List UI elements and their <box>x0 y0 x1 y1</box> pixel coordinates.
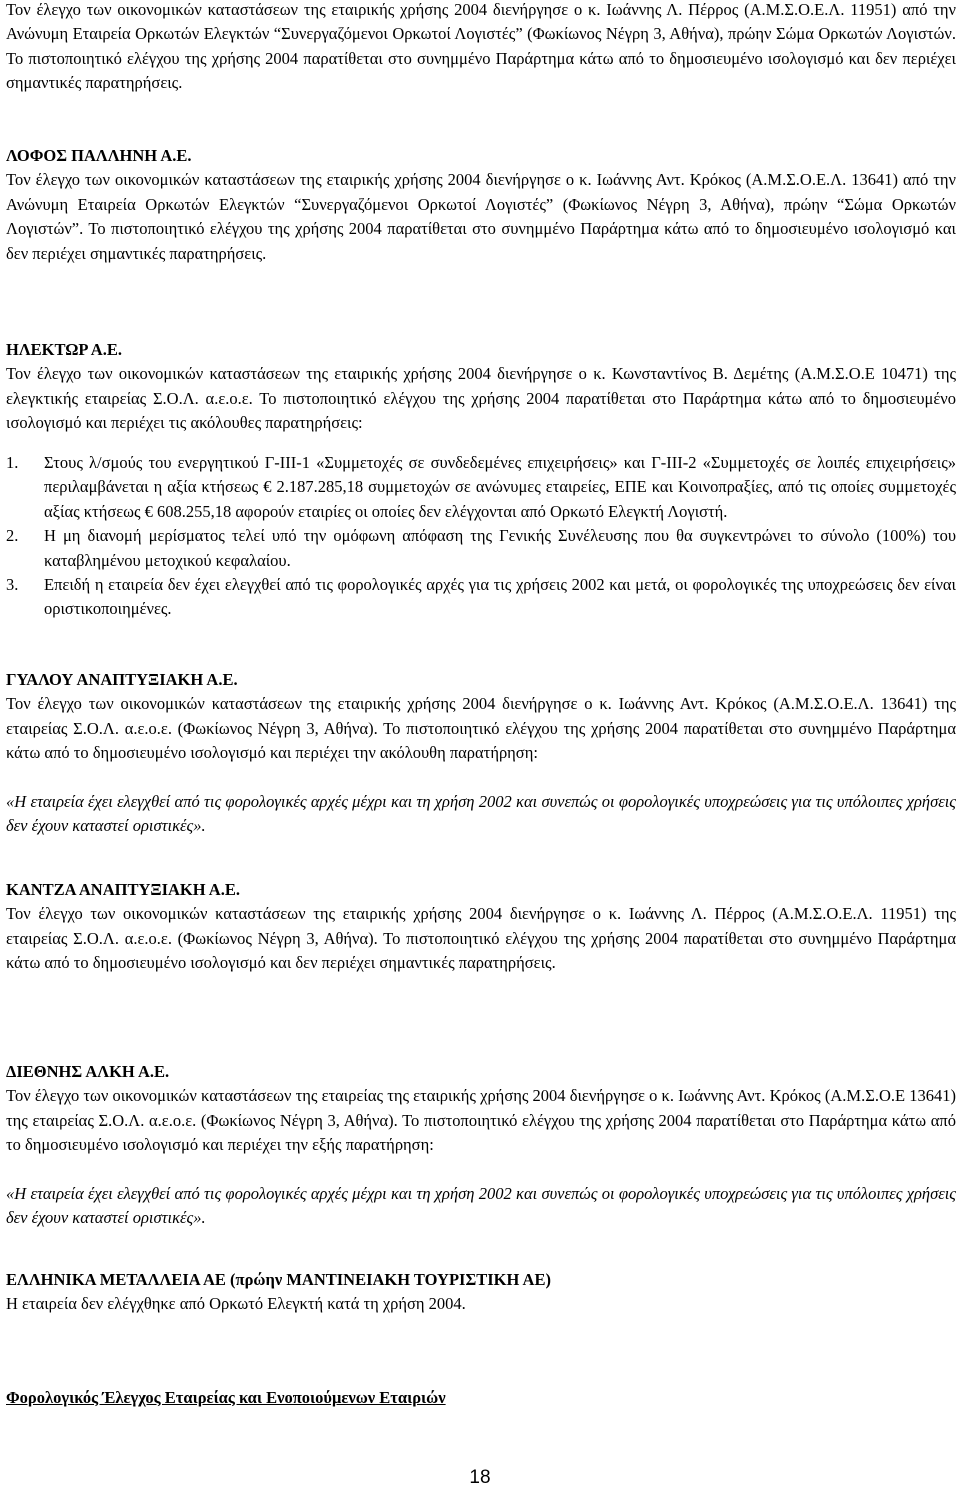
section-kantza <box>6 878 956 976</box>
section-paragraph: Τον έλεγχο των οικονομικών καταστάσεων της εταιρικής χρήσης 2004 διενήργησε ο κ. Ιωάννης Λ. Πέρρος (Α.Μ.Σ.Ο.Ε.Λ. 11951) της εταιρείας Σ.Ο.Λ. α.ε.ο.ε. (Φωκίωνος Νέγρη 3, Αθήνα). Το πιστοποιητικό ελέγχου της χρήσης 2004 παρατίθεται στο συνημμένο Παράρτημα κάτω από το δημοσιευμένο ισολογισμό και δεν περιέχει σημαντικές παρατηρήσεις. <box>6 904 956 973</box>
page-number: 18 <box>469 1467 491 1488</box>
list-item-number: 2. <box>6 526 19 546</box>
list-item <box>6 524 956 573</box>
section-paragraph: Τον έλεγχο των οικονομικών καταστάσεων της εταιρικής χρήσης 2004 διενήργησε ο κ. Ιωάννης Αντ. Κρόκος (Α.Μ.Σ.Ο.Ε.Λ. 13641) από την Ανώνυμη Εταιρεία Ορκωτών Ελεγκτών “Συνεργαζόμενοι Ορκωτοί Λογιστές” (Φωκίωνος Νέγρη 3, Αθήνα), πρώην “Σώμα Ορκωτών Λογιστών”. Το πιστοποιητικό ελέγχου της χρήσης 2004 παρατίθεται στο συνημμένο Παράρτημα κάτω από το δημοσιευμένο ισολογισμό και δεν περιέχει σημαντικές παρατηρήσεις. <box>6 170 956 263</box>
section-quote: «Η εταιρεία έχει ελεγχθεί από τις φορολογικές αρχές μέχρι και τη χρήση 2002 και συνεπώς οι φορολογικές υποχρεώσεις για τις υπόλοιπες χρήσεις δεν έχουν καταστεί οριστικές». <box>6 1183 956 1228</box>
tax-audit-heading: Φορολογικός Έλεγχος Εταιρείας και Ενοποιούμενων Εταιριών <box>6 1388 446 1407</box>
footer-section <box>6 1386 956 1410</box>
section-title: ΕΛΛΗΝΙΚΑ ΜΕΤΑΛΛΕΙΑ ΑΕ (πρώην ΜΑΝΤΙΝΕΙΑΚΗ ΤΟΥΡΙΣΤΙΚΗ ΑΕ) <box>6 1270 551 1289</box>
section-title: ΗΛΕΚΤΩΡ Α.Ε. <box>6 340 122 359</box>
section-title: ΚΑΝΤΖΑ ΑΝΑΠΤΥΞΙΑΚΗ Α.Ε. <box>6 880 240 899</box>
section-gyalou <box>6 668 956 838</box>
section-paragraph: Τον έλεγχο των οικονομικών καταστάσεων της εταιρικής χρήσης 2004 διενήργησε ο κ. Ιωάννης Αντ. Κρόκος (Α.Μ.Σ.Ο.Ε.Λ. 13641) της εταιρείας Σ.Ο.Λ. α.ε.ο.ε. (Φωκίωνος Νέγρη 3, Αθήνα). Το πιστοποιητικό ελέγχου της χρήσης 2004 παρατίθεται στο συνημμένο Παράρτημα κάτω από το δημοσιευμένο ισολογισμό και περιέχει την ακόλουθη παρατήρηση: <box>6 694 956 763</box>
intro-paragraph: Τον έλεγχο των οικονομικών καταστάσεων της εταιρικής χρήσης 2004 διενήργησε ο κ. Ιωάννης Λ. Πέρρος (Α.Μ.Σ.Ο.Ε.Λ. 11951) από την Ανώνυμη Εταιρεία Ορκωτών Ελεγκτών “Συνεργαζόμενοι Ορκωτοί Λογιστές” (Φωκίωνος Νέγρη 3, Αθήνα), πρώην Σώμα Ορκωτών Λογιστών. Το πιστοποιητικό ελέγχου της χρήσης 2004 παρατίθεται στο συνημμένο Παράρτημα κάτω από το δημοσιευμένο ισολογισμό και δεν περιέχει σημαντικές παρατηρήσεις. <box>6 0 956 93</box>
list-item-text: Επειδή η εταιρεία δεν έχει ελεγχθεί από τις φορολογικές αρχές για τις χρήσεις 2002 και μετά, οι φορολογικές της υποχρεώσεις δεν είναι οριστικοποιημένες. <box>44 575 956 619</box>
section-paragraph: Τον έλεγχο των οικονομικών καταστάσεων της εταιρείας της εταιρικής χρήσης 2004 διενήργησε ο κ. Ιωάννης Αντ. Κρόκος (Α.Μ.Σ.Ο.Ε 13641) της εταιρείας Σ.Ο.Λ. α.ε.ο.ε. (Φωκίωνος Νέγρη 3, Αθήνα). Το πιστοποιητικό ελέγχου της χρήσης 2004 παρατίθεται στο Παράρτημα κάτω από το δημοσιευμένο ισολογισμό και περιέχει την εξής παρατήρηση: <box>6 1086 956 1155</box>
list-item-number: 1. <box>6 453 19 472</box>
section-title: ΓΥΑΛΟΥ ΑΝΑΠΤΥΞΙΑΚΗ Α.Ε. <box>6 670 238 689</box>
section-ellinika <box>6 1268 956 1317</box>
section-hlektor <box>6 338 956 436</box>
list-item-number: 3. <box>6 575 19 595</box>
hlektor-observations-list <box>6 451 956 622</box>
section-diethnis <box>6 1060 956 1230</box>
section-lofos <box>6 144 956 266</box>
section-paragraph: Τον έλεγχο των οικονομικών καταστάσεων της εταιρικής χρήσης 2004 διενήργησε ο κ. Κωνσταντίνος Β. Δεμέτης (Α.Μ.Σ.Ο.Ε 10471) της ελεγκτικής εταιρείας Σ.Ο.Λ. α.ε.ο.ε. Το πιστοποιητικό ελέγχου της χρήσης 2004 παρατίθεται στο Παράρτημα κάτω από το δημοσιευμένο ισολογισμό και περιέχει τις ακόλουθες παρατηρήσεις: <box>6 364 956 433</box>
section-title: ΛΟΦΟΣ ΠΑΛΛΗΝΗ Α.Ε. <box>6 146 192 165</box>
list-item-text: Η μη διανομή μερίσματος τελεί υπό την ομόφωνη απόφαση της Γενικής Συνέλευσης που θα συγκεντρώνει το σύνολο (100%) του καταβλημένου μετοχικού κεφαλαίου. <box>44 526 956 570</box>
intro-section <box>6 0 956 96</box>
section-quote: «Η εταιρεία έχει ελεγχθεί από τις φορολογικές αρχές μέχρι και τη χρήση 2002 και συνεπώς οι φορολογικές υποχρεώσεις για τις υπόλοιπες χρήσεις δεν έχουν καταστεί οριστικές». <box>6 791 956 836</box>
section-title: ΔΙΕΘΝΗΣ ΑΛΚΗ Α.Ε. <box>6 1062 170 1081</box>
section-paragraph: Η εταιρεία δεν ελέγχθηκε από Ορκωτό Ελεγκτή κατά τη χρήση 2004. <box>6 1294 466 1314</box>
list-item-text: Στους λ/σμούς του ενεργητικού Γ-ΙΙΙ-1 «Συμμετοχές σε συνδεδεμένες επιχειρήσεις» και Γ-ΙΙΙ-2 «Συμμετοχές σε λοιπές επιχειρήσεις» περιλαμβάνεται η αξία κτήσεως € 2.187.285,18 συμμετοχών σε ανώνυμες εταιρείες, ΕΠΕ και Κοινοπραξίες, από τις οποίες συμμετοχές αξίας κτήσεως € 608.255,18 αφορούν εταιρίες οι οποίες δεν ελέγχονται από Ορκωτό Ελεγκτή Λογιστή. <box>44 453 956 521</box>
list-item <box>6 451 956 524</box>
list-item <box>6 573 956 622</box>
